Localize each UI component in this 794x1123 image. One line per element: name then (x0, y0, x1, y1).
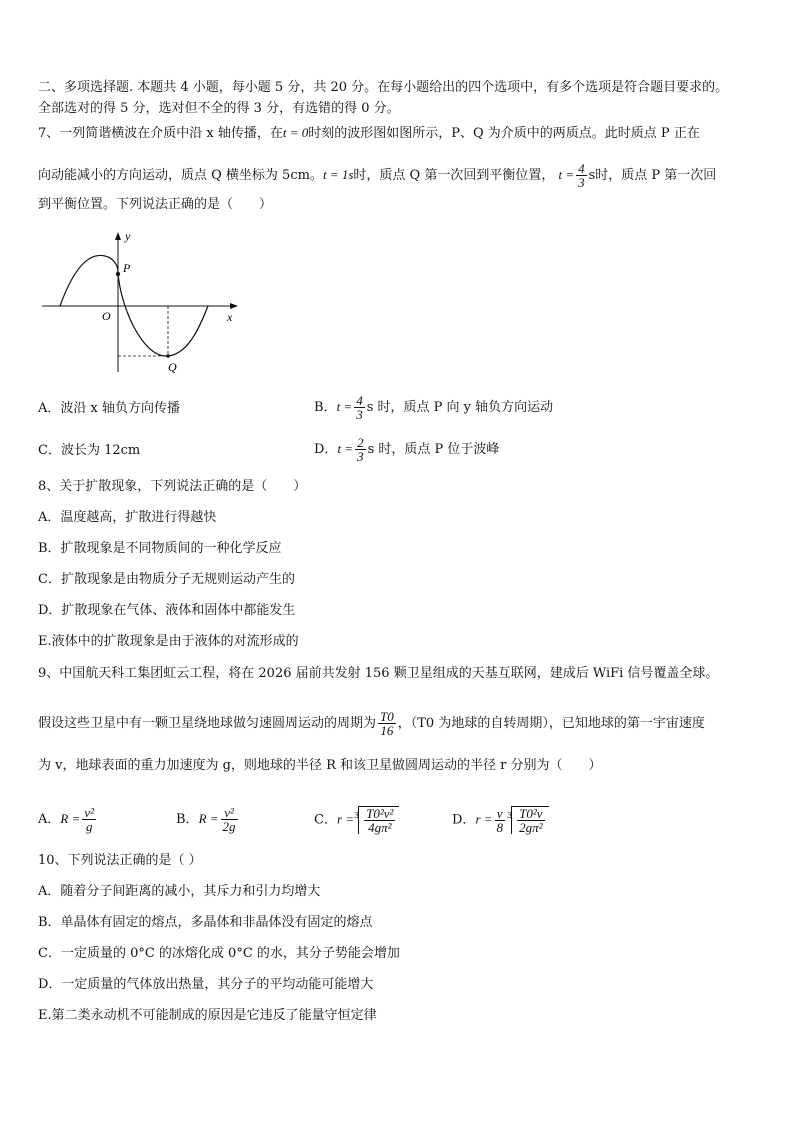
q9-stem-line3: 为 v，地球表面的重力加速度为 g，则地球的半径 R 和该卫星做圆周运动的半径 r 分别为（ ） (38, 758, 602, 773)
y-axis-arrow (115, 232, 121, 240)
q9-option-c: C．r =$^3$ $\frac{\text{T0²v²}}{\text{4gπ²}}$ (314, 806, 399, 834)
x-axis-label: x (227, 310, 233, 324)
q7-stem-line1: 7、一列简谐横波在介质中沿 x 轴传播，在t = 0时刻的波形图如图所示，P、Q 为介质中的两质点。此时质点 P 正在 (38, 125, 700, 141)
q8-stem: 8、关于扩散现象，下列说法正确的是（ ） (38, 479, 307, 494)
point-p (116, 272, 120, 276)
q9-stem-line2: 假设这些卫星中有一颗卫星绕地球做匀速圆周运动的周期为 $\frac{T0}{16}$ ，（T0 为地球的自转周期），已知地球的第一宇宙速度 (38, 709, 705, 738)
point-q (166, 354, 170, 358)
section-header-line2: 全部选对的得 5 分，选对但不全的得 3 分，有选错的得 0 分。 (38, 101, 400, 116)
q10-option-b: B．单晶体有固定的熔点，多晶体和非晶体没有固定的熔点 (38, 915, 373, 930)
origin-label: O (102, 309, 111, 323)
q8-option-b: B．扩散现象是不同物质间的一种化学反应 (38, 541, 282, 556)
q9-option-b: B．R = $\frac{\text{v²}}{2g}$ (176, 805, 236, 834)
p-label: P (123, 261, 131, 275)
q8-option-c: C．扩散现象是由物质分子无规则运动产生的 (38, 572, 295, 587)
wave-graph (38, 226, 248, 376)
q7-option-d: D．t = $\frac{2}{3}$ s 时，质点 P 位于波峰 (314, 435, 500, 464)
q-label: Q (168, 360, 177, 374)
q7-option-c: C．波长为 12cm (38, 443, 141, 458)
q9-option-a: A．R = $\frac{\text{v²}}{g}$ (38, 805, 95, 834)
q9-option-d: D．r = $\frac{v}{8}$ $^3$ $\frac{\text{T0²v}}{\text{2gπ²}}$ (452, 806, 549, 834)
q7-option-a: A．波沿 x 轴负方向传播 (38, 401, 180, 416)
q7-fraction: $\frac{4}{3}$ (578, 161, 585, 190)
x-axis-arrow (230, 303, 238, 309)
q10-option-a: A．随着分子间距离的减小，其斥力和引力均增大 (38, 884, 321, 899)
q8-option-a: A．温度越高，扩散进行得越快 (38, 510, 217, 525)
q7-stem-line3: 到平衡位置。下列说法正确的是（ ） (38, 197, 273, 212)
q10-option-c: C．一定质量的 0°C 的冰熔化成 0°C 的水，其分子势能会增加 (38, 946, 400, 961)
q7-option-b: B．t = $\frac{4}{3}$ s 时，质点 P 向 y 轴负方向运动 (314, 393, 554, 422)
q10-option-e: E.第二类永动机不可能制成的原因是它违反了能量守恒定律 (38, 1008, 377, 1023)
q7-stem-line2: 向动能减小的方向运动，质点 Q 横坐标为 5cm。t = 1s时，质点 Q 第一次回到平衡位置， t = $\frac{4}{3}$ s时，质点 P 第一次回 (38, 161, 717, 190)
q8-option-e: E.液体中的扩散现象是由于液体的对流形成的 (38, 634, 299, 649)
q9-period-fraction: $\frac{T0}{16}$ (380, 709, 394, 738)
q10-option-d: D．一定质量的气体放出热量，其分子的平均动能可能增大 (38, 977, 374, 992)
q10-stem: 10、下列说法正确的是（ ） (38, 853, 202, 868)
section-header-line1: 二、多项选择题. 本题共 4 小题，每小题 5 分，共 20 分。在每小题给出的四个选项中，有多个选项是符合题目要求的。 (38, 80, 729, 95)
q9-stem-line1: 9、中国航天科工集团虹云工程，将在 2026 届前共发射 156 颗卫星组成的天基互联网，建成后 WiFi 信号覆盖全球。 (38, 666, 719, 681)
q8-option-d: D．扩散现象在气体、液体和固体中都能发生 (38, 603, 296, 618)
y-axis-label: y (125, 229, 131, 243)
